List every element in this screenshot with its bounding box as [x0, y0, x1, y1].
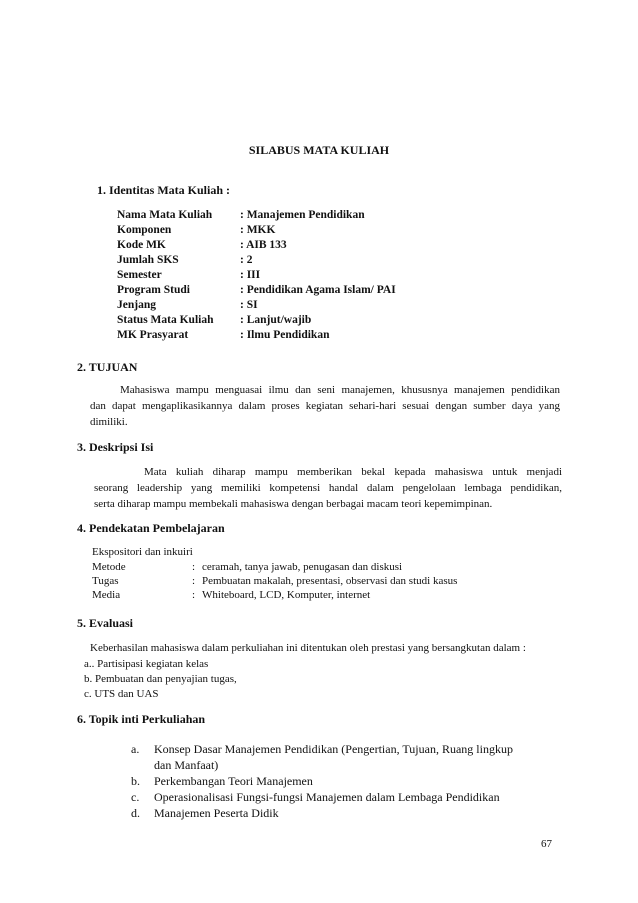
identitas-label: Jenjang — [117, 299, 156, 311]
tujuan-paragraph — [90, 382, 560, 430]
identitas-label: MK Prasyarat — [117, 329, 189, 341]
identitas-value: : Ilmu Pendidikan — [240, 329, 330, 341]
paragraph-line: seorang leadership yang memiliki kompetensi handal dalam pengelolaan lembaga pendidikan, — [94, 482, 562, 494]
colon-separator: : — [192, 561, 196, 573]
topik-letter: d. — [131, 806, 140, 820]
section-heading-evaluasi: 5. Evaluasi — [77, 616, 134, 630]
pendekatan-intro: Ekspositori dan inkuiri — [92, 546, 193, 558]
paragraph-line: Mata kuliah diharap mampu memberikan bekal kepada mahasiswa untuk menjadi — [144, 466, 562, 478]
topik-letter: a. — [131, 742, 140, 756]
identitas-label: Nama Mata Kuliah — [117, 209, 213, 221]
deskripsi-paragraph — [94, 464, 562, 512]
identitas-value: : 2 — [240, 254, 253, 266]
paragraph-line: dimiliki. — [90, 416, 128, 428]
evaluasi-intro: Keberhasilan mahasiswa dalam perkuliahan ini ditentukan oleh prestasi yang bersangkutan dalam : — [90, 642, 526, 654]
topik-text: Operasionalisasi Fungsi-fungsi Manajemen dalam Lembaga Pendidikan — [154, 790, 500, 804]
evaluasi-item: a.. Partisipasi kegiatan kelas — [84, 658, 209, 670]
identitas-value: : III — [240, 269, 261, 281]
topik-letter: c. — [131, 790, 140, 804]
topik-text: Perkembangan Teori Manajemen — [154, 774, 313, 788]
identitas-label: Status Mata Kuliah — [117, 314, 214, 326]
section-heading-pendekatan: 4. Pendekatan Pembelajaran — [77, 521, 225, 535]
section-heading-deskripsi: 3. Deskripsi Isi — [77, 440, 154, 454]
colon-separator: : — [192, 575, 196, 587]
topik-text: dan Manfaat) — [154, 758, 219, 772]
identitas-label: Semester — [117, 269, 162, 281]
topik-text: Manajemen Peserta Didik — [154, 806, 279, 820]
section-heading-topik: 6. Topik inti Perkuliahan — [77, 712, 206, 726]
pendekatan-label: Metode — [92, 561, 126, 573]
identitas-value: : Pendidikan Agama Islam/ PAI — [240, 284, 396, 296]
colon-separator: : — [192, 589, 196, 601]
paragraph-line: Mahasiswa mampu menguasai ilmu dan seni manajemen, khususnya manajemen pendidikan — [120, 384, 560, 396]
page-number: 67 — [541, 838, 552, 850]
page-title: SILABUS MATA KULIAH — [248, 143, 390, 157]
identitas-value: : Lanjut/wajib — [240, 314, 312, 326]
evaluasi-item: c. UTS dan UAS — [84, 688, 159, 700]
identitas-label: Program Studi — [117, 284, 190, 296]
identitas-label: Kode MK — [117, 239, 166, 251]
identitas-value: : MKK — [240, 224, 276, 236]
paragraph-line: dan dapat mengaplikasikannya dalam proses kegiatan sehari-hari sesuai dengan sumber daya yang — [90, 400, 560, 412]
evaluasi-item: b. Pembuatan dan penyajian tugas, — [84, 673, 237, 685]
section-heading-tujuan: 2. TUJUAN — [77, 360, 138, 374]
identitas-label: Komponen — [117, 224, 172, 236]
identitas-value: : Manajemen Pendidikan — [240, 209, 365, 221]
section-heading-identitas: 1. Identitas Mata Kuliah : — [97, 183, 231, 197]
paragraph-line: serta diharap mampu membekali mahasiswa dengan berbagai macam teori kepemimpinan. — [94, 498, 493, 510]
pendekatan-label: Tugas — [92, 575, 119, 587]
pendekatan-value: Pembuatan makalah, presentasi, observasi dan studi kasus — [202, 575, 458, 587]
identitas-label: Jumlah SKS — [117, 254, 179, 266]
pendekatan-label: Media — [92, 589, 121, 601]
pendekatan-value: Whiteboard, LCD, Komputer, internet — [202, 589, 371, 601]
identitas-value: : SI — [240, 299, 258, 311]
identitas-value: : AIB 133 — [240, 239, 287, 251]
pendekatan-value: ceramah, tanya jawab, penugasan dan diskusi — [202, 561, 403, 573]
topik-text: Konsep Dasar Manajemen Pendidikan (Pengertian, Tujuan, Ruang lingkup — [154, 742, 513, 756]
topik-letter: b. — [131, 774, 140, 788]
